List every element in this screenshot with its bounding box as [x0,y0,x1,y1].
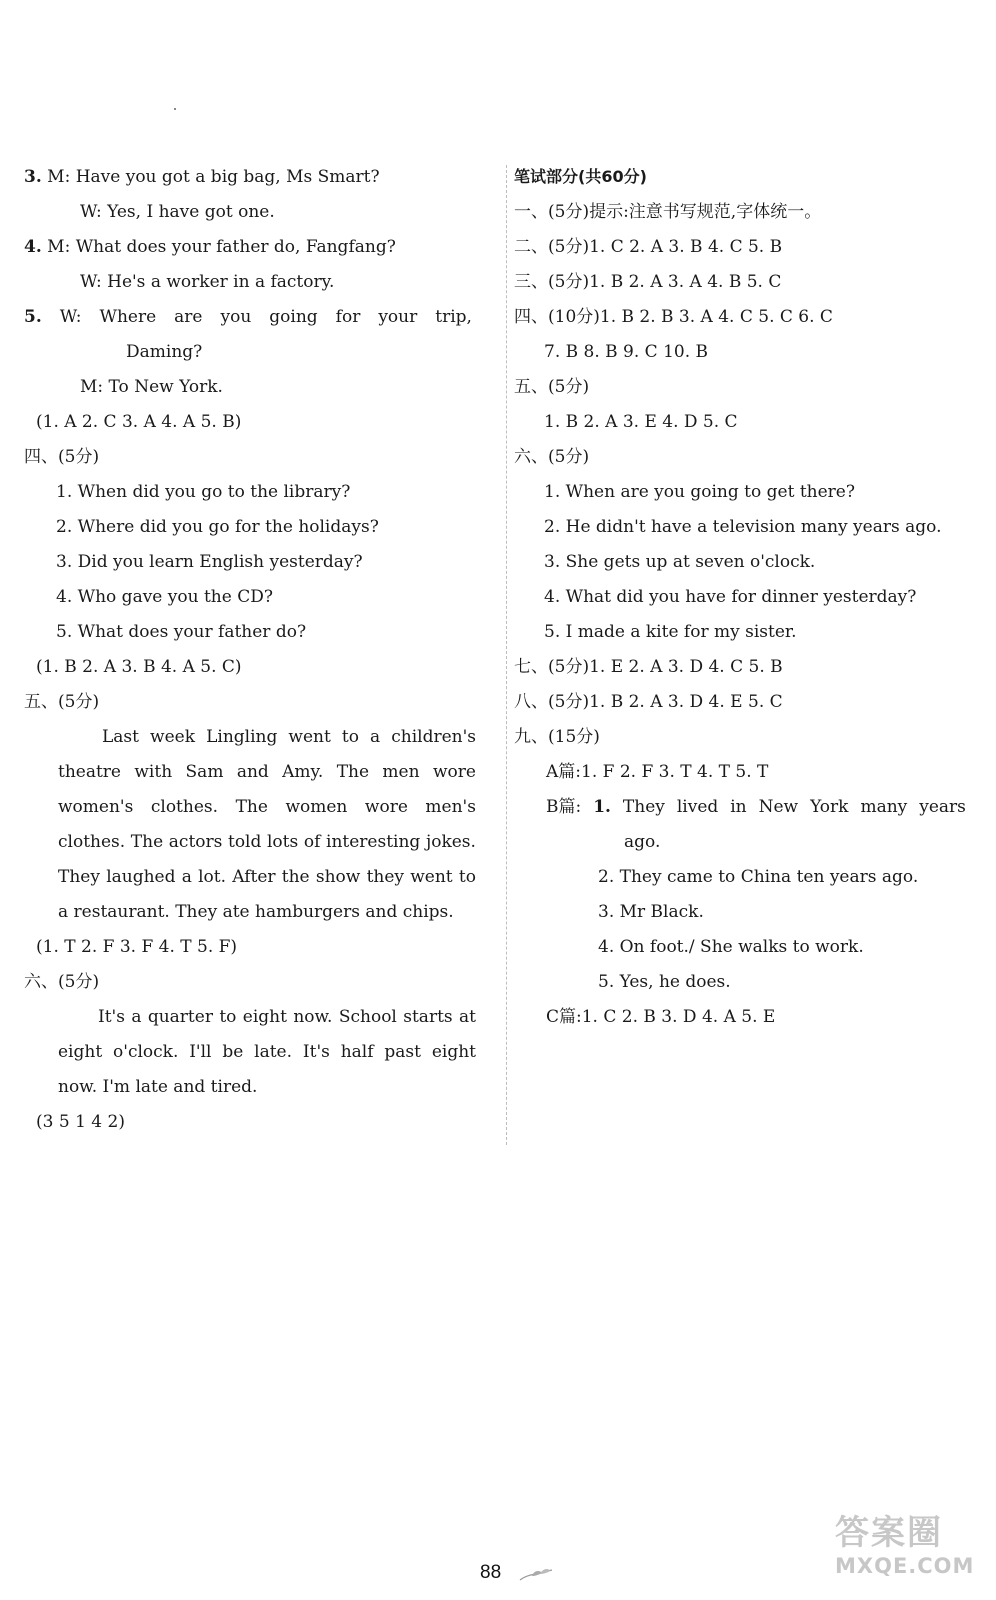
watermark-en: MXQE.COM [835,1554,975,1578]
s4-line2: 2. Where did you go for the holidays? [56,517,379,537]
passage-b-line3: 3. Mr Black. [598,902,704,922]
p5-line1: Last week Lingling went to a children's [102,727,476,747]
r-s6-line4: 4. What did you have for dinner yesterday? [544,587,917,607]
p6-line1: It's a quarter to eight now. School starts at [98,1007,476,1027]
answers-6: (3 5 1 4 2) [36,1112,125,1132]
r-s6-line5: 5. I made a kite for my sister. [544,622,797,642]
r-section-4-cont: 7. B 8. B 9. C 10. B [544,342,709,362]
scan-dot [174,108,176,110]
watermark-logo [835,1505,985,1595]
r-section-7: 七、(5分)1. E 2. A 3. D 4. C 5. B [514,657,783,677]
r-section-9: 九、(15分) [514,727,600,747]
r-section-1: 一、(5分)提示:注意书写规范,字体统一。 [514,202,822,222]
p5-line2: theatre with Sam and Amy. The men wore [58,762,476,782]
section-6-heading: 六、(5分) [24,972,100,992]
leaf-ornament-icon [518,1566,554,1588]
s4-line5: 5. What does your father do? [56,622,307,642]
passage-b-line1: B篇: 1. They lived in New York many years [546,797,966,817]
s4-line3: 3. Did you learn English yesterday? [56,552,363,572]
p5-line3: women's clothes. The women wore men's [58,797,476,817]
r-section-6: 六、(5分) [514,447,590,467]
p6-line3: now. I'm late and tired. [58,1077,258,1097]
q5-line3: M: To New York. [80,377,223,397]
r-section-4: 四、(10分)1. B 2. B 3. A 4. C 5. C 6. C [514,307,833,327]
r-section-8: 八、(5分)1. B 2. A 3. D 4. E 5. C [514,692,783,712]
r-section-3: 三、(5分)1. B 2. A 3. A 4. B 5. C [514,272,782,292]
passage-c-answers: C篇:1. C 2. B 3. D 4. A 5. E [546,1007,776,1027]
section-4-heading: 四、(5分) [24,447,100,467]
p5-line5: They laughed a lot. After the show they went to [58,867,476,887]
r-s6-line1: 1. When are you going to get there? [544,482,855,502]
column-divider [506,165,507,1145]
p5-line6: a restaurant. They ate hamburgers and chips. [58,902,454,922]
passage-b-line1-cont: ago. [624,832,661,852]
answers-5: (1. T 2. F 3. F 4. T 5. F) [36,937,238,957]
q4-line2: W: He's a worker in a factory. [80,272,335,292]
q3-line1: 3. M: Have you got a big bag, Ms Smart? [24,167,380,187]
written-part-header: 笔试部分(共60分) [514,167,647,186]
passage-b-line2: 2. They came to China ten years ago. [598,867,919,887]
r-section-5-answers: 1. B 2. A 3. E 4. D 5. C [544,412,738,432]
watermark-cn: 答案圈 [835,1513,943,1553]
section-5-heading: 五、(5分) [24,692,100,712]
passage-b-line5: 5. Yes, he does. [598,972,731,992]
passage-a-answers: A篇:1. F 2. F 3. T 4. T 5. T [546,762,769,782]
page-number: 88 [480,1562,502,1583]
r-s6-line2: 2. He didn't have a television many years ago. [544,517,942,537]
r-s6-line3: 3. She gets up at seven o'clock. [544,552,816,572]
q3-line2: W: Yes, I have got one. [80,202,275,222]
answers-3: (1. A 2. C 3. A 4. A 5. B) [36,412,242,432]
p6-line2: eight o'clock. I'll be late. It's half past eight [58,1042,476,1062]
s4-line4: 4. Who gave you the CD? [56,587,273,607]
r-section-2: 二、(5分)1. C 2. A 3. B 4. C 5. B [514,237,783,257]
answers-4: (1. B 2. A 3. B 4. A 5. C) [36,657,242,677]
passage-b-line4: 4. On foot./ She walks to work. [598,937,864,957]
s4-line1: 1. When did you go to the library? [56,482,351,502]
q5-line2: Daming? [126,342,203,362]
q5-line1: 5. W: Where are you going for your trip, [24,307,472,327]
r-section-5: 五、(5分) [514,377,590,397]
p5-line4: clothes. The actors told lots of interesting jokes. [58,832,476,852]
q4-line1: 4. M: What does your father do, Fangfang? [24,237,396,257]
